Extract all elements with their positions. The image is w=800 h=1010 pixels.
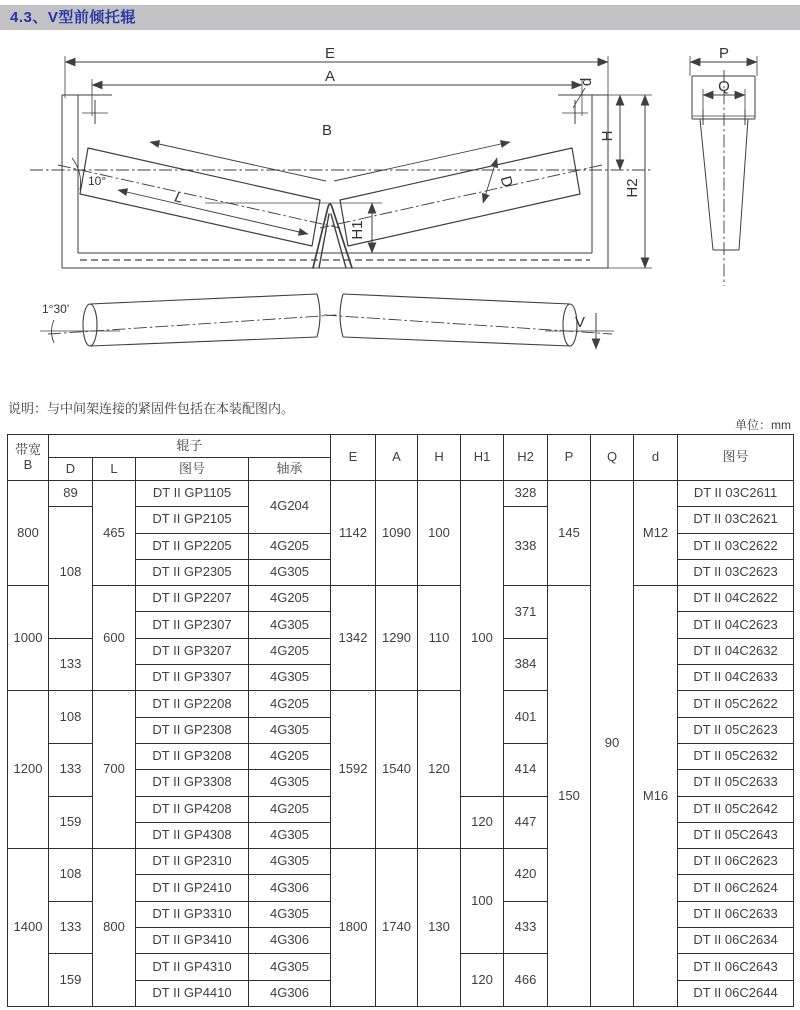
table-cell: 800 [8, 481, 49, 586]
technical-drawing [0, 32, 800, 392]
table-cell: DT II GP3208 [136, 743, 249, 769]
header-Q: Q [591, 435, 634, 481]
table-cell: 700 [93, 691, 136, 849]
table-cell: M16 [634, 586, 678, 1007]
table-cell: 1090 [376, 481, 418, 586]
table-cell: 150 [548, 586, 591, 1007]
table-cell: 420 [504, 849, 548, 902]
table-cell: 401 [504, 691, 548, 744]
table-cell: 1200 [8, 691, 49, 849]
table-cell: 600 [93, 586, 136, 691]
header-A: A [376, 435, 418, 481]
table-cell: DT II 06C2644 [678, 980, 794, 1006]
table-cell: DT II GP3307 [136, 665, 249, 691]
table-cell: 100 [461, 481, 504, 797]
table-cell: 4G205 [249, 796, 331, 822]
header-P: P [548, 435, 591, 481]
header-bandwidth-line2: B [23, 456, 33, 472]
table-cell: 384 [504, 638, 548, 691]
header-d: d [634, 435, 678, 481]
dim-label-E: E [324, 45, 336, 62]
table-cell: 4G305 [249, 559, 331, 585]
table-cell: 1800 [331, 849, 376, 1007]
plan-view [40, 294, 614, 349]
table-cell: DT II GP2310 [136, 849, 249, 875]
header-roller-group: 辊子 [49, 435, 331, 458]
dim-label-Q: Q [718, 78, 730, 95]
table-cell: DT II 04C2623 [678, 612, 794, 638]
table-cell: DT II 04C2633 [678, 665, 794, 691]
table-cell: 90 [591, 481, 634, 1007]
table-cell: 1142 [331, 481, 376, 586]
dim-label-D: D [496, 174, 516, 190]
note-text: 说明：与中间架连接的紧固件包括在本装配图内。 [8, 401, 295, 416]
table-cell: DT II 05C2642 [678, 796, 794, 822]
unit-label: 单位：mm [735, 418, 791, 432]
table-cell: DT II 06C2633 [678, 901, 794, 927]
table-cell: 1000 [8, 586, 49, 691]
table-cell: 110 [418, 586, 461, 691]
table-cell: DT II GP4208 [136, 796, 249, 822]
header-bandwidth [8, 435, 49, 481]
table-cell: DT II 03C2621 [678, 507, 794, 533]
table-cell: 4G305 [249, 901, 331, 927]
table-cell: DT II GP4308 [136, 822, 249, 848]
table-cell: 4G204 [249, 481, 331, 534]
table-cell: 133 [49, 638, 93, 691]
table-cell: DT II 04C2632 [678, 638, 794, 664]
angle-label-1deg30: 1°30' [42, 302, 70, 316]
table-cell: 4G305 [249, 849, 331, 875]
table-cell: DT II 03C2611 [678, 481, 794, 507]
table-cell: 4G306 [249, 875, 331, 901]
table-cell: 133 [49, 901, 93, 954]
table-cell: 108 [49, 849, 93, 902]
header-bearing: 轴承 [249, 458, 331, 481]
header-roller-D: D [49, 458, 93, 481]
table-cell: DT II GP4410 [136, 980, 249, 1006]
table-row [8, 586, 794, 612]
table-cell: 800 [93, 849, 136, 1007]
table-cell: 108 [49, 507, 93, 638]
table-cell: 100 [418, 481, 461, 586]
table-cell: DT II GP2205 [136, 533, 249, 559]
table-cell: DT II 05C2632 [678, 743, 794, 769]
table-cell: 4G305 [249, 770, 331, 796]
table-cell: DT II GP3410 [136, 928, 249, 954]
dim-label-B: B [321, 122, 333, 139]
table-row [8, 481, 794, 507]
header-bandwidth-line1: 带宽 [14, 441, 41, 457]
table-cell: DT II 06C2634 [678, 928, 794, 954]
table-cell: DT II GP2307 [136, 612, 249, 638]
section-title-bar [0, 5, 800, 30]
table-cell: 4G305 [249, 665, 331, 691]
table-header [8, 435, 794, 481]
table-cell: DT II 05C2623 [678, 717, 794, 743]
table-cell: DT II GP3310 [136, 901, 249, 927]
table-cell: DT II GP2208 [136, 691, 249, 717]
header-roller-no: 图号 [136, 458, 249, 481]
table-cell: DT II GP3308 [136, 770, 249, 796]
table-cell: 414 [504, 743, 548, 796]
table-cell: 465 [93, 481, 136, 586]
table-cell: DT II 06C2624 [678, 875, 794, 901]
table-cell: 120 [461, 954, 504, 1007]
table-cell: 4G305 [249, 954, 331, 980]
table-cell: 133 [49, 743, 93, 796]
dim-label-H: H [599, 130, 616, 142]
table-cell: DT II GP2308 [136, 717, 249, 743]
table-cell: 4G205 [249, 586, 331, 612]
table-cell: 4G205 [249, 638, 331, 664]
table-cell: DT II GP2305 [136, 559, 249, 585]
dim-label-P: P [718, 45, 730, 62]
header-H1: H1 [461, 435, 504, 481]
header-E: E [331, 435, 376, 481]
table-cell: 4G306 [249, 928, 331, 954]
dim-label-L: L [173, 188, 185, 207]
table-cell: DT II GP2207 [136, 586, 249, 612]
table-cell: 4G305 [249, 822, 331, 848]
table-cell: 100 [461, 849, 504, 954]
table-cell: DT II GP4310 [136, 954, 249, 980]
section-title: 4.3、V型前倾托辊 [10, 9, 136, 26]
table-cell: 1592 [331, 691, 376, 849]
header-H: H [418, 435, 461, 481]
table-cell: DT II GP1105 [136, 481, 249, 507]
table-cell: 433 [504, 901, 548, 954]
table-cell: M12 [634, 481, 678, 586]
table-cell: 120 [461, 796, 504, 849]
table-cell: 466 [504, 954, 548, 1007]
table-cell: DT II 04C2622 [678, 586, 794, 612]
table-cell: DT II 05C2622 [678, 691, 794, 717]
table-cell: DT II GP2410 [136, 875, 249, 901]
table-cell: 159 [49, 954, 93, 1007]
dim-label-A: A [324, 68, 336, 85]
table-cell: 1740 [376, 849, 418, 1007]
table-cell: 447 [504, 796, 548, 849]
table-cell: 1540 [376, 691, 418, 849]
table-cell: 89 [49, 481, 93, 507]
table-body [8, 481, 794, 1007]
dim-label-H2: H2 [624, 178, 641, 198]
table-cell: 4G205 [249, 691, 331, 717]
table-cell: 4G305 [249, 717, 331, 743]
table-cell: 130 [418, 849, 461, 1007]
angle-label-10deg: 10° [88, 174, 107, 188]
drawing-labels [42, 45, 730, 331]
dim-label-V: V [574, 314, 585, 331]
table-cell: DT II GP2105 [136, 507, 249, 533]
table-cell: DT II 06C2623 [678, 849, 794, 875]
table-cell: 145 [548, 481, 591, 586]
table-cell: 328 [504, 481, 548, 507]
header-roller-L: L [93, 458, 136, 481]
table-cell: DT II 05C2633 [678, 770, 794, 796]
table-cell: DT II 05C2643 [678, 822, 794, 848]
table-cell: DT II GP3207 [136, 638, 249, 664]
table-cell: 4G205 [249, 743, 331, 769]
table-cell: 4G205 [249, 533, 331, 559]
front-view [30, 56, 652, 268]
header-assembly-no: 图号 [678, 435, 794, 481]
table-cell: DT II 03C2622 [678, 533, 794, 559]
spec-table [7, 434, 794, 1007]
table-cell: 120 [418, 691, 461, 849]
table-cell: DT II 03C2623 [678, 559, 794, 585]
table-cell: 1342 [331, 586, 376, 691]
table-cell: 108 [49, 691, 93, 744]
dim-label-d: d [578, 77, 595, 87]
table-cell: 4G305 [249, 612, 331, 638]
table-cell: 1290 [376, 586, 418, 691]
table-cell: 4G306 [249, 980, 331, 1006]
dim-label-H1: H1 [349, 220, 366, 240]
table-cell: 159 [49, 796, 93, 849]
header-H2: H2 [504, 435, 548, 481]
table-cell: 371 [504, 586, 548, 639]
table-cell: DT II 06C2643 [678, 954, 794, 980]
table-cell: 338 [504, 507, 548, 586]
table-cell: 1400 [8, 849, 49, 1007]
